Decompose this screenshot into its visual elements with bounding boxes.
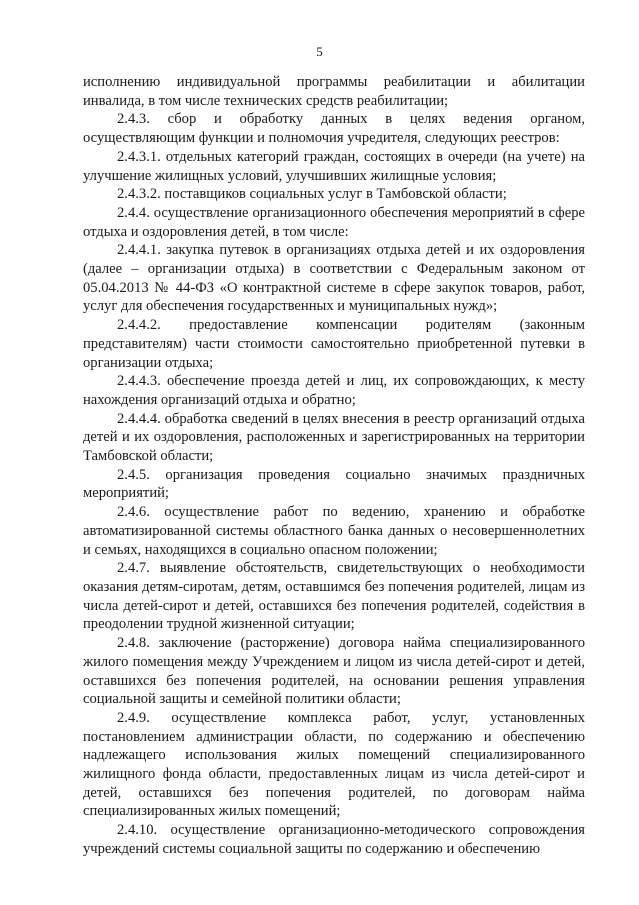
paragraph: исполнению индивидуальной программы реабилитации и абилитации инвалида, в том числе технических средств реабилитации; [83, 74, 585, 109]
paragraph: 2.4.6. осуществление работ по ведению, хранению и обработке автоматизированной системы областного банка данных о несовершеннолетних и семьях, находящихся в социально опасном положении; [83, 504, 585, 558]
page-number: 5 [316, 44, 323, 59]
paragraph: 2.4.3. сбор и обработку данных в целях ведения органом, осуществляющим функции и полномочия учредителя, следующих реестров: [83, 111, 585, 147]
paragraph: 2.4.5. организация проведения социально значимых праздничных мероприятий; [83, 466, 585, 502]
paragraph: 2.4.4.4. обработка сведений в целях внесения в реестр организаций отдыха детей и их оздоровления, расположенных и зарегистрированных на территории Тамбовской области; [83, 410, 585, 465]
paragraph: 2.4.4.3. обеспечение проезда детей и лиц, их сопровождающих, к месту нахождения организаций отдыха и обратно; [83, 373, 585, 408]
paragraph: 2.4.7. выявление обстоятельств, свидетельствующих о необходимости оказания детям-сиротам, детям, оставшимся без попечения родителей, лицам из числа детей-сирот и детей, оставшихся без попечения родителей, содействия в преодолении трудной жизненной ситуации; [83, 560, 585, 633]
paragraph: 2.4.3.1. отдельных категорий граждан, состоящих в очереди (на учете) на улучшение жилищных условий, улучшивших жилищные условия; [83, 148, 585, 184]
paragraph: 2.4.10. осуществление организационно-методического сопровождения учреждений системы социальной защиты по содержанию и обеспечению [83, 822, 585, 857]
document-body [83, 73, 585, 859]
paragraph: 2.4.4.2. предоставление компенсации родителям (законным представителям) части стоимости самостоятельно приобретенной путевки в организации отдыха; [83, 317, 585, 371]
paragraph: 2.4.8. заключение (расторжение) договора найма специализированного жилого помещения между Учреждением и лицом из числа детей-сирот и детей, оставшихся без попечения родителей, на основании решения управления социальной защиты и семейной политики области; [83, 635, 585, 708]
paragraph: 2.4.4.1. закупка путевок в организациях отдыха детей и их оздоровления (далее – организации отдыха) в соответствии с Федеральным законом от 05.04.2013 № 44-ФЗ «О контрактной системе в сфере закупок товаров, работ, услуг для обеспечения государственных и муниципальных нужд»; [83, 242, 585, 315]
paragraph: 2.4.3.2. поставщиков социальных услуг в Тамбовской области; [117, 186, 507, 203]
paragraph: 2.4.9. осуществление комплекса работ, услуг, установленных постановлением администрации области, по содержанию и обеспечению надлежащего использования жилых помещений специализированного жилищного фонда области, предоставленных лицам из числа детей-сирот и детей, оставшихся без попечения родителей, по договорам найма специализированных жилых помещений; [83, 709, 585, 820]
paragraph: 2.4.4. осуществление организационного обеспечения мероприятий в сфере отдыха и оздоровления детей, в том числе: [83, 204, 585, 240]
